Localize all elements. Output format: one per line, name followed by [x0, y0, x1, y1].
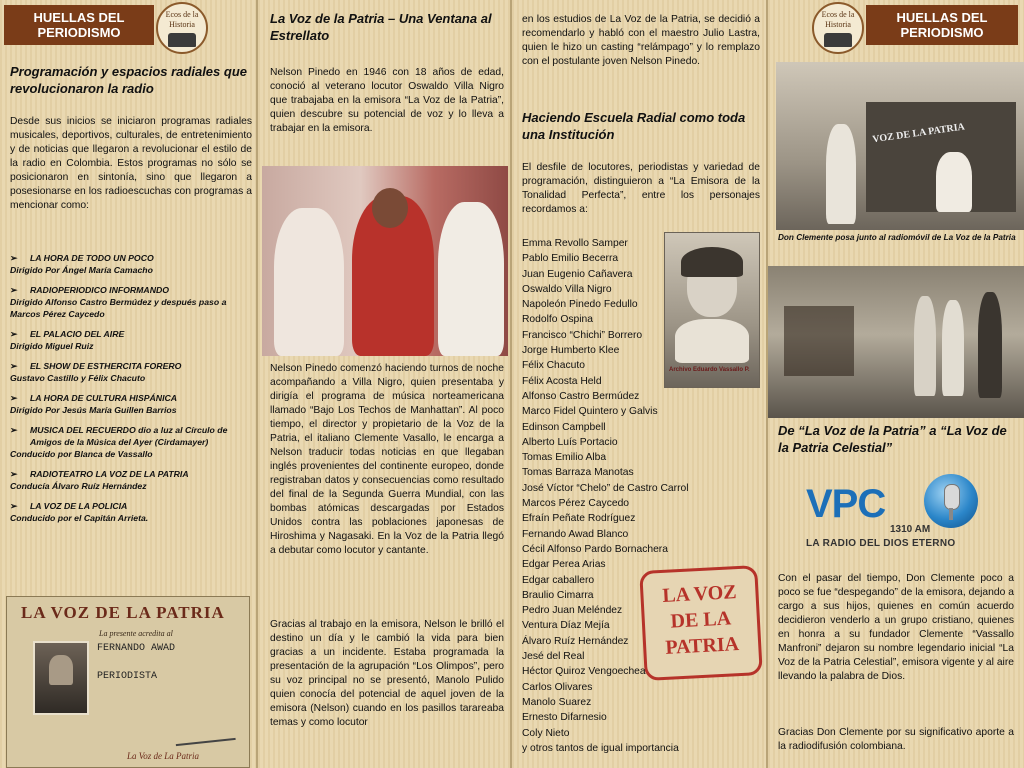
banner-title: HUELLAS DEL PERIODISMO: [896, 10, 988, 40]
list-item: Edgar Perea Arias: [522, 559, 606, 571]
list-item: Ernesto Difarnesio: [522, 712, 607, 724]
banner-right: [866, 5, 1018, 45]
list-item: ➢ MUSICA DEL RECUERDO dio a luz al Círculo de Amigos de la Música del Ayer (Cirdamayer) Conducido por Blanca de Vassallo: [10, 424, 250, 460]
list-item: Juan Eugenio Cañavera: [522, 268, 633, 280]
list-item: ➢ EL PALACIO DEL AIRE Dirigido Miguel Ruiz: [10, 328, 250, 352]
section-heading-nelson: La Voz de la Patria – Una Ventana al Estrellato: [270, 11, 492, 43]
list-item: Efraín Peñate Rodríguez: [522, 513, 636, 525]
list-item: Napoleón Pinedo Fedullo: [522, 299, 638, 311]
list-item: Tomas Barraza Manotas: [522, 467, 634, 479]
press-card-photo: [33, 641, 89, 715]
section-heading-celestial: De “La Voz de la Patria” a “La Voz de la Patria Celestial”: [778, 423, 1007, 455]
list-item: y otros tantos de igual importancia: [522, 742, 679, 754]
personalities-intro: El desfile de locutores, periodistas y variedad de programación, distinguieron a “La Emisora de la Tonalidad Perfecta”, entre los personajes recordamos a:: [522, 162, 760, 215]
press-card-name: FERNANDO AWAD: [97, 643, 176, 654]
list-item: ➢ LA HORA DE CULTURA HISPÁNICA Dirigido Por Jesús María Guillen Barrios: [10, 392, 250, 416]
press-card-signature: [174, 724, 235, 746]
celestial-paragraph-2: Gracias Don Clemente por su significativo aporte a la radiodifusión colombiana.: [778, 727, 1014, 752]
newspaper-logo-icon: [156, 2, 208, 54]
nelson-paragraph-3: Gracias al trabajo en la emisora, Nelson le brilló el destino un día y le cambió la vida para bien gracias a un incidente. Estaba programada la presentación de la agrupación “Los Olimpos”, pero su voz principal no se presentó, Manolo Pulido quien conocía del potencial de aquel joven de la emisora (Nelson) cuando en los pasillos tarareaba temas y como locutor: [270, 619, 504, 728]
press-card-image: [6, 596, 250, 768]
celestial-paragraph-1: Con el pasar del tiempo, Don Clemente poco a poco se fue “despegando” de la emisora, dejando a cargo a sus hijos, quienes en común acuerdo decidieron venderlo a un grupo cristiano, quienes en honra a su fundador Clemente “Vassallo Manfroni” dejaron su nombre legendario inicial “La Voz de la Patria Celestial”, emisora vigente y al aire llevando la palabra de Dios.: [778, 573, 1014, 682]
list-item: ➢ LA HORA DE TODO UN POCO Dirigido Por Ángel María Camacho: [10, 252, 250, 276]
press-card-footer: La Voz de La Patria: [127, 751, 200, 761]
list-item: Jorge Humberto Klee: [522, 345, 620, 357]
list-item: Fernando Awad Blanco: [522, 528, 629, 540]
vpc-tagline: LA RADIO DEL DIOS ETERNO: [806, 538, 956, 549]
nelson-paragraph-2: Nelson Pinedo comenzó haciendo turnos de noche acompañando a Villa Nigro, quien presentaba y dirigía el programa de música norteamericana llamado “Bajo Los Techos de Manhattan”. Al poco tiempo, el director y propietario de la Voz de la Patria, el italiano Clemente Vasallo, le encarga a Nelson traducir todas noticias en que llegaban inglés provenientes del continente europeo, donde registraban datos y consecuencias como resultado del final de la Segunda Guerra Mundial, con las bombas atómicas descargadas por Estados Unidos contra las poblaciones japonesas de Hiroshima y Nagasaki. En la Voz de la Patria llegó a debutar como locutor y cantante.: [270, 363, 504, 556]
newspaper-logo-icon: [812, 2, 864, 54]
list-item: Braulio Cimarra: [522, 589, 594, 601]
portrait-caption: Archivo Eduardo Vassallo P.: [669, 367, 750, 373]
logo-text: Ecos de la Historia: [821, 10, 855, 29]
personalities-list: [522, 236, 762, 756]
section-heading-programs: Programación y espacios radiales que revolucionaron la radio: [10, 64, 247, 96]
list-item: Francisco “Chichi” Borrero: [522, 329, 643, 341]
nelson-pinedo-photo: [262, 166, 508, 356]
casting-paragraph: en los estudios de La Voz de la Patria, se decidió a recomendarlo y habló con el maestro Julio Lastra, quien le hizo un casting “relámpago” y lo remplazo con el postulante joven Nelson Pinedo.: [522, 14, 760, 67]
list-item: ➢ LA VOZ DE LA POLICIA Conducido por el Capitán Arrieta.: [10, 500, 250, 524]
logo-text: Ecos de la Historia: [165, 10, 199, 29]
typewriter-icon: [168, 33, 196, 47]
list-item: Edgar caballero: [522, 574, 595, 586]
list-item: Alberto Luís Portacio: [522, 436, 618, 448]
press-card-header: LA VOZ DE LA PATRIA: [21, 603, 225, 622]
press-card-role: PERIODISTA: [97, 671, 158, 682]
microphone-icon: [924, 474, 978, 528]
list-item: Félix Acosta Held: [522, 375, 602, 387]
vpc-logo-text: VPC: [806, 482, 886, 526]
stamp-line: LA VOZ: [661, 581, 738, 607]
list-item: Tomas Emilio Alba: [522, 452, 607, 464]
list-item: Manolo Suarez: [522, 696, 592, 708]
column-2: [258, 0, 510, 768]
stamp-line: PATRIA: [664, 633, 740, 659]
press-card-line: La presente acredita al: [99, 629, 173, 638]
banner-left: [4, 5, 154, 45]
list-item: ➢ RADIOPERIODICO INFORMANDO Dirigido Alfonso Castro Bermúdez y después paso a Marcos Pérez Caycedo: [10, 284, 250, 320]
vpc-logo: [806, 472, 988, 558]
programs-intro: Desde sus inicios se iniciaron programas radiales musicales, deportivos, culturales, de entretenimiento y de noticias que llegaron a revolucionar el estilo de la radio en Colombia. Estos programas no sólo se posicionaron en sintonía, sino que llegaron a posesionarse en los radioescuchas con programas a mencionar como:: [10, 116, 252, 211]
list-item: ➢ EL SHOW DE ESTHERCITA FORERO Gustavo Castillo y Félix Chacuto: [10, 360, 250, 384]
radiomovil-photo: [776, 62, 1024, 230]
list-item: Carlos Olivares: [522, 681, 593, 693]
truck-sign: VOZ DE LA PATRIA: [871, 121, 966, 146]
stamp-line: DE LA: [670, 607, 732, 633]
list-item: Alfonso Castro Bermúdez: [522, 390, 640, 402]
vpc-frequency: 1310 AM: [890, 524, 931, 535]
list-item: Marco Fidel Quintero y Galvis: [522, 406, 658, 418]
list-item: Coly Nieto: [522, 727, 570, 739]
section-heading-school: Haciendo Escuela Radial como toda una Institución: [522, 110, 746, 142]
list-item: ➢ RADIOTEATRO LA VOZ DE LA PATRIA Conducía Álvaro Ruíz Hernández: [10, 468, 250, 492]
typewriter-icon: [824, 33, 852, 47]
list-item: Héctor Quiroz Vengoechea: [522, 666, 646, 678]
list-item: Pedro Juan Meléndez: [522, 605, 623, 617]
radiomovil-caption: Don Clemente posa junto al radiomóvil de La Voz de la Patria: [778, 233, 1016, 242]
list-item: Edinson Campbell: [522, 421, 606, 433]
list-item: Félix Chacuto: [522, 360, 585, 372]
list-item: Emma Revollo Samper: [522, 238, 628, 249]
list-item: Jesé del Real: [522, 651, 585, 663]
list-item: Cécil Alfonso Pardo Bornachera: [522, 543, 668, 555]
studio-photo: [768, 266, 1024, 418]
list-item: Ventura Díaz Mejía: [522, 620, 610, 632]
list-item: Álvaro Ruíz Hernández: [522, 635, 629, 647]
program-list: [10, 252, 250, 532]
banner-title: HUELLAS DEL PERIODISMO: [33, 10, 125, 40]
list-item: Oswaldo Villa Nigro: [522, 283, 612, 295]
list-item: Pablo Emilio Becerra: [522, 253, 619, 265]
list-item: Marcos Pérez Caycedo: [522, 498, 630, 510]
nelson-paragraph-1: Nelson Pinedo en 1946 con 18 años de edad, conoció al veterano locutor Oswaldo Villa Nigro que trabajaba en la emisora “La Voz de la Patria”, quien descubre su potencial de voz y lo lleva a trabajar en la emisora.: [270, 67, 504, 134]
list-item: José Víctor “Chelo” de Castro Carrol: [522, 482, 689, 494]
column-1: [0, 0, 256, 768]
list-item: Rodolfo Ospina: [522, 314, 593, 326]
